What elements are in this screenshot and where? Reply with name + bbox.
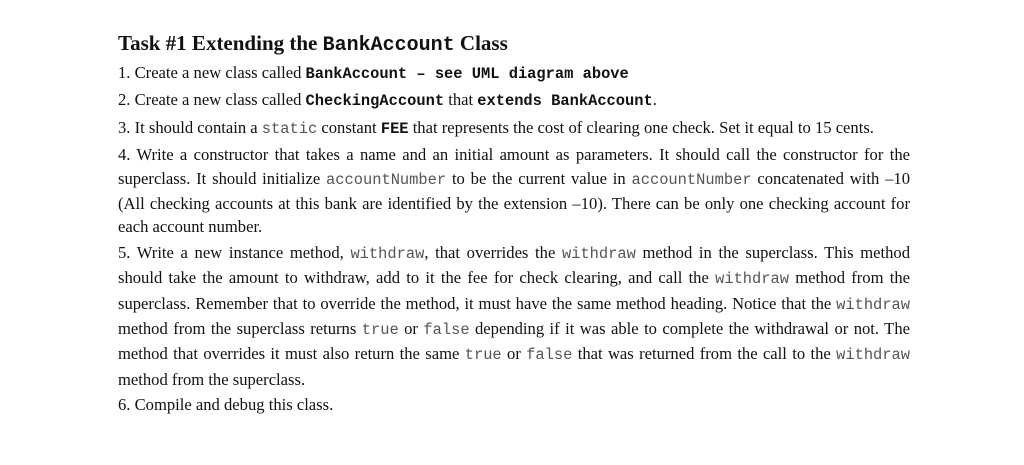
step-4-code-2: accountNumber [631,170,752,189]
step-6-text: 6. Compile and debug this class. [118,395,334,415]
step-5-text-h: or [501,344,527,364]
step-3-code-2: FEE [380,119,409,138]
step-5-code-5: true [361,321,399,340]
step-3-code-1: static [261,119,318,138]
step-5-text-e: method from the superclass returns [118,319,362,339]
step-2-text-b: that [444,90,478,110]
step-2-code-1: CheckingAccount [305,92,445,111]
task-heading [118,28,910,61]
step-4-text-b: to be the current value in [446,168,632,188]
step-3-text-b: constant [317,117,381,137]
step-5-code-7: true [464,346,502,365]
step-5-text-i: that was returned from the call to the [572,344,837,364]
heading-class-name: BankAccount [322,34,455,57]
step-5-text-a: 5. Write a new instance method, [118,242,351,262]
step-4-text-c: concatenated with –10 (All checking accounts at this bank are identified by the extension –10). There can be only one checking account for each account number. [118,168,910,237]
step-5-text-d: method from the superclass. Remember that to override the method, it must have the same method heading. Notice that the [118,268,911,313]
step-1-text: 1. Create a new class called [118,63,306,82]
step-4-code-1: accountNumber [326,170,447,189]
step-5-code-4: withdraw [836,295,910,314]
step-5-text-g: depending if it was able to complete the withdrawal or not. The method that overrides it must also return the same [118,319,910,364]
step-3-text-c: that represents the cost of clearing one check. Set it equal to 15 cents. [408,117,874,137]
step-5-text-j: method from the superclass. [118,369,306,389]
step-1 [118,61,910,86]
step-6 [118,393,910,416]
step-5-code-3: withdraw [715,270,789,289]
step-5-code-9: withdraw [836,346,910,365]
step-3-text-a: 3. It should contain a [118,117,262,137]
step-2-code-2: extends BankAccount [477,92,653,111]
step-5-code-8: false [526,346,573,365]
step-2 [118,88,910,113]
step-5-code-6: false [423,321,470,340]
heading-prefix: Task #1 Extending the [118,31,323,55]
step-3 [118,116,910,141]
step-4 [118,143,910,239]
step-4-text-a: 4. Write a constructor that takes a name and an initial amount as parameters. It should call the constructor for the superclass. It should initialize [118,145,910,188]
step-5-code-2: withdraw [561,244,636,263]
step-2-text-c: . [652,90,657,110]
step-5-text-f: or [398,319,424,339]
heading-suffix: Class [454,31,508,55]
step-5-text-b: , that overrides the [424,242,562,262]
step-5 [118,241,910,391]
document-page [118,28,910,419]
step-1-code: BankAccount – see UML diagram above [305,65,629,83]
step-2-text-a: 2. Create a new class called [118,90,306,110]
step-5-code-1: withdraw [350,244,425,263]
step-5-text-c: method in the superclass. This method should take the amount to withdraw, add to it the fee for check clearing, and call the [118,242,911,288]
